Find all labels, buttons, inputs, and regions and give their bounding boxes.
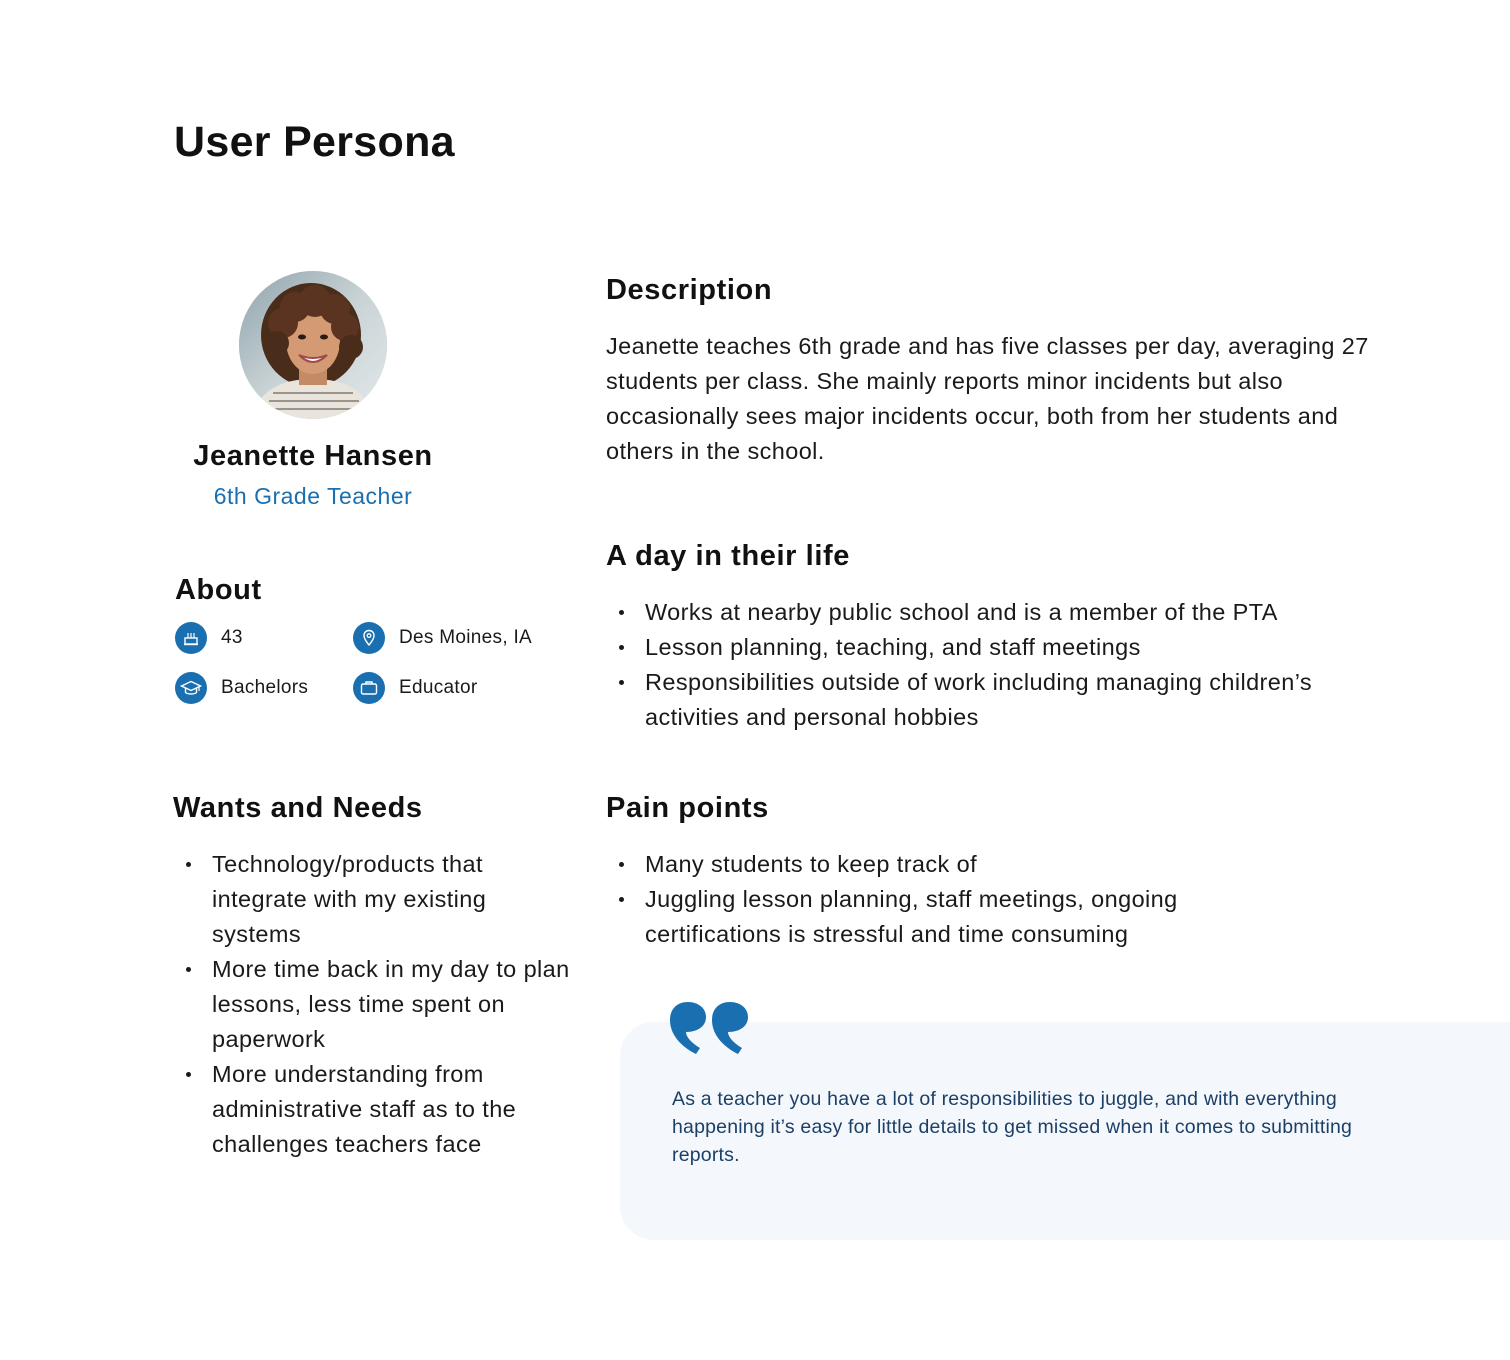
list-item: Technology/products that integrate with my existing systems bbox=[173, 847, 573, 952]
list-item: Many students to keep track of bbox=[606, 847, 1266, 882]
list-item: Lesson planning, teaching, and staff meetings bbox=[606, 630, 1406, 665]
about-age bbox=[175, 622, 243, 654]
day-in-life-list bbox=[606, 595, 1406, 735]
day-in-life-heading: A day in their life bbox=[606, 540, 850, 572]
list-item: Responsibilities outside of work including managing children’s activities and personal hobbies bbox=[606, 665, 1406, 735]
list-item: More time back in my day to plan lessons, less time spent on paperwork bbox=[173, 952, 573, 1057]
wants-heading: Wants and Needs bbox=[173, 792, 423, 824]
about-education-value: Bachelors bbox=[221, 677, 309, 698]
pain-points-list bbox=[606, 847, 1266, 952]
about-education bbox=[175, 672, 308, 704]
list-item: Juggling lesson planning, staff meetings, ongoing certifications is stressful and time consuming bbox=[606, 882, 1266, 952]
avatar bbox=[239, 271, 387, 419]
persona-photo bbox=[239, 271, 387, 419]
birthday-cake-icon bbox=[175, 622, 207, 654]
page-title: User Persona bbox=[174, 118, 455, 166]
description-heading: Description bbox=[606, 274, 773, 306]
quote-mark-icon bbox=[668, 1000, 750, 1063]
wants-list bbox=[173, 847, 573, 1162]
briefcase-icon bbox=[353, 672, 385, 704]
pain-points-heading: Pain points bbox=[606, 792, 769, 824]
persona-role: 6th Grade Teacher bbox=[213, 483, 413, 509]
description-text: Jeanette teaches 6th grade and has five classes per day, averaging 27 students per class. She mainly reports minor incidents but also occasionally sees major incidents occur, both from her students and others in the school. bbox=[606, 333, 1369, 464]
about-age-value: 43 bbox=[221, 627, 243, 648]
about-occupation bbox=[353, 672, 477, 704]
graduation-cap-icon bbox=[175, 672, 207, 704]
about-occupation-value: Educator bbox=[399, 677, 478, 698]
list-item: Works at nearby public school and is a member of the PTA bbox=[606, 595, 1406, 630]
quote-text: As a teacher you have a lot of responsibilities to juggle, and with everything happening it’s easy for little details to get missed when it comes to submitting reports. bbox=[672, 1088, 1353, 1166]
location-pin-icon bbox=[353, 622, 385, 654]
about-location-value: Des Moines, IA bbox=[399, 627, 533, 648]
about-heading: About bbox=[175, 574, 262, 606]
about-location bbox=[353, 622, 532, 654]
persona-name: Jeanette Hansen bbox=[193, 440, 433, 472]
list-item: More understanding from administrative staff as to the challenges teachers face bbox=[173, 1057, 573, 1162]
